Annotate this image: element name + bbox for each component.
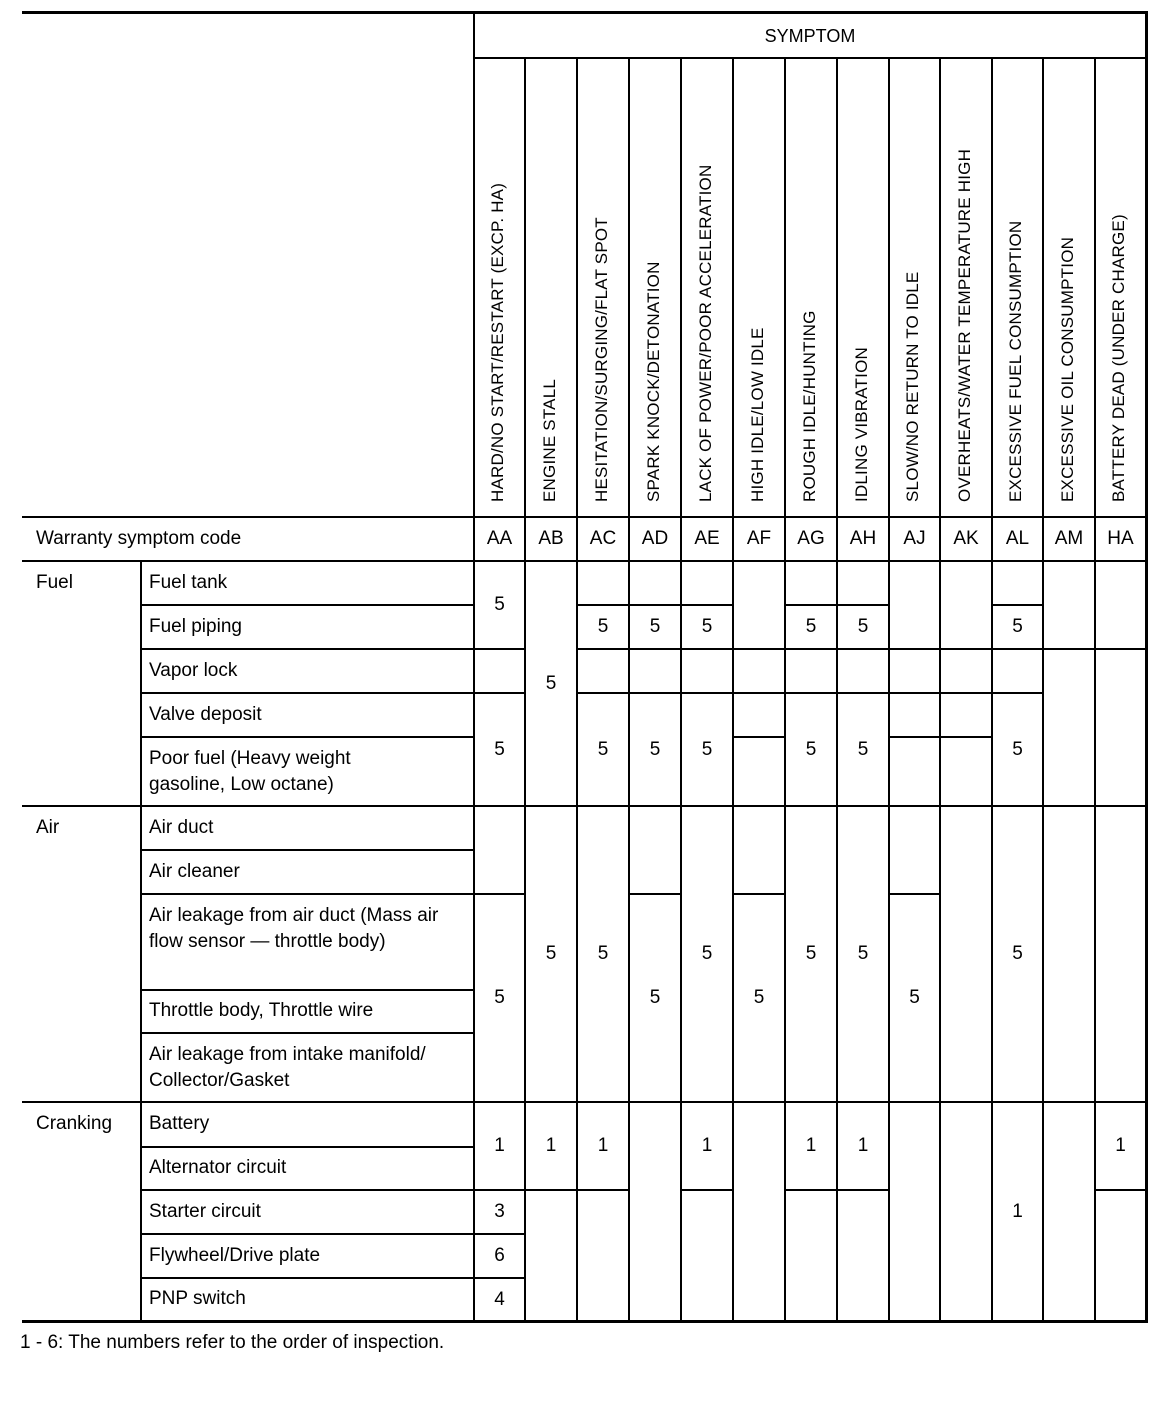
cell-value: 5 (701, 738, 713, 760)
item-fuel-piping: Fuel piping (149, 616, 242, 637)
cell-divider (733, 736, 785, 738)
cell-value: 1 (857, 1135, 869, 1156)
symptom-label-AM: EXCESSIVE OIL CONSUMPTION (1058, 236, 1077, 502)
code-AD: AD (641, 528, 669, 549)
cell-value: 5 (649, 738, 661, 760)
cell-divider (525, 1189, 629, 1191)
col-divider-AL (1042, 58, 1044, 1323)
item-divider (140, 1277, 475, 1279)
code-AE: AE (694, 528, 720, 549)
item-pnp-switch: PNP switch (149, 1288, 246, 1309)
cell-divider (577, 648, 1148, 650)
item-battery: Battery (149, 1113, 210, 1134)
cell-value: 1 (545, 1135, 557, 1156)
item-air-leakage-manifold: Air leakage from intake manifold/ Collector/Gasket (149, 1044, 426, 1091)
code-row-bottom-border (22, 560, 1148, 562)
col-divider-AJ (939, 58, 941, 1323)
cell-divider (889, 736, 992, 738)
item-divider (140, 1146, 475, 1148)
item-starter-circuit: Starter circuit (149, 1201, 261, 1222)
cell-value: 5 (1012, 616, 1023, 637)
col-divider-AH (888, 58, 890, 1323)
code-AK: AK (953, 528, 979, 549)
code-AJ: AJ (903, 528, 926, 549)
cell-value: 1 (1012, 1200, 1023, 1222)
cell-value: 5 (857, 738, 869, 760)
item-divider (140, 692, 475, 694)
symptom-label-AA: HARD/NO START/RESTART (EXCP. HA) (488, 182, 507, 502)
item-divider (140, 849, 475, 851)
item-divider (140, 893, 475, 895)
item-air-leakage-duct: Air leakage from air duct (Mass air flow sensor — throttle body) (149, 905, 439, 952)
symptom-label-AB: ENGINE STALL (540, 378, 559, 502)
item-valve-deposit: Valve deposit (149, 704, 262, 725)
cell-divider (1094, 1189, 1146, 1191)
symptom-label-AL: EXCESSIVE FUEL CONSUMPTION (1006, 220, 1025, 502)
cell-divider (785, 1189, 889, 1191)
item-vapor-lock: Vapor lock (149, 660, 238, 681)
item-divider (140, 604, 475, 606)
cell-value: 3 (494, 1201, 505, 1222)
cell-value: 1 (597, 1135, 609, 1156)
code-AB: AB (538, 528, 564, 549)
cell-value: 5 (494, 594, 505, 615)
symptom-label-AK: OVERHEATS/WATER TEMPERATURE HIGH (955, 148, 974, 502)
col-divider-AC (628, 58, 630, 1323)
table-bottom-border (22, 1320, 1148, 1323)
cell-value: 5 (1012, 738, 1023, 760)
cell-value: 1 (701, 1135, 713, 1156)
cell-value: 5 (545, 672, 557, 694)
cell-value: 5 (597, 616, 609, 637)
category-air: Air (36, 817, 60, 838)
item-divider (140, 648, 475, 650)
cell-value: 5 (805, 738, 817, 760)
code-AF: AF (746, 528, 772, 549)
code-AH: AH (849, 528, 877, 549)
code-AL: AL (1005, 528, 1030, 549)
code-AA: AA (486, 528, 513, 549)
cell-value: 5 (597, 738, 609, 760)
cell-value: 1 (494, 1135, 505, 1156)
table-right-border (1145, 11, 1148, 1323)
symptom-label-AC: HESITATION/SURGING/FLAT SPOT (592, 217, 611, 502)
code-AM: AM (1054, 528, 1084, 549)
item-divider (140, 736, 475, 738)
cell-value: 5 (909, 987, 920, 1008)
cell-value: 5 (805, 616, 817, 637)
cell-value: 6 (494, 1245, 505, 1266)
item-divider (140, 1189, 475, 1191)
symptom-label-AG: ROUGH IDLE/HUNTING (800, 310, 819, 502)
cell-value: 5 (597, 943, 609, 964)
code-AG: AG (797, 528, 825, 549)
cell-value: 5 (753, 987, 765, 1008)
code-row-label: Warranty symptom code (36, 528, 242, 549)
code-AC: AC (589, 528, 617, 549)
item-air-cleaner: Air cleaner (149, 861, 240, 882)
item-poor-fuel: Poor fuel (Heavy weight gasoline, Low octane) (149, 748, 351, 795)
cell-value: 5 (701, 943, 713, 964)
cell-value: 5 (494, 738, 505, 760)
cell-value: 5 (545, 943, 557, 964)
item-divider (140, 1032, 475, 1034)
code-HA: HA (1107, 528, 1134, 549)
cell-value: 5 (857, 616, 869, 637)
cell-value: 5 (857, 943, 869, 964)
item-alternator-circuit: Alternator circuit (149, 1157, 287, 1178)
category-fuel: Fuel (36, 572, 73, 593)
cell-value: 5 (805, 943, 817, 964)
cell-divider (681, 1189, 733, 1191)
cell-value: 4 (494, 1288, 505, 1310)
cell-value: 5 (649, 616, 661, 637)
symptom-label-AF: HIGH IDLE/LOW IDLE (748, 327, 767, 502)
item-throttle-body: Throttle body, Throttle wire (149, 1000, 374, 1021)
footnote: 1 - 6: The numbers refer to the order of inspection. (20, 1332, 445, 1353)
cell-value: 1 (805, 1135, 817, 1156)
symptom-group-label: SYMPTOM (764, 25, 856, 46)
item-air-duct: Air duct (149, 817, 214, 838)
cell-value: 5 (701, 616, 713, 637)
symptom-label-AH: IDLING VIBRATION (852, 347, 871, 502)
col-divider-AE (732, 58, 734, 1323)
symptom-label-AJ: SLOW/NO RETURN TO IDLE (903, 271, 922, 502)
item-divider (140, 989, 475, 991)
symptom-label-AE: LACK OF POWER/POOR ACCELERATION (696, 164, 715, 502)
cell-divider (475, 648, 526, 650)
cell-value: 5 (1012, 943, 1023, 964)
symptom-label-HA: BATTERY DEAD (UNDER CHARGE) (1109, 214, 1128, 502)
cell-value: 1 (1115, 1135, 1126, 1156)
col-divider-category (140, 561, 142, 1323)
item-divider (140, 1233, 475, 1235)
cell-value: 5 (649, 987, 661, 1008)
item-fuel-tank: Fuel tank (149, 572, 228, 593)
symptom-label-AD: SPARK KNOCK/DETONATION (644, 261, 663, 502)
category-cranking: Cranking (36, 1113, 113, 1134)
item-flywheel: Flywheel/Drive plate (149, 1245, 321, 1266)
cell-value: 5 (494, 987, 505, 1008)
